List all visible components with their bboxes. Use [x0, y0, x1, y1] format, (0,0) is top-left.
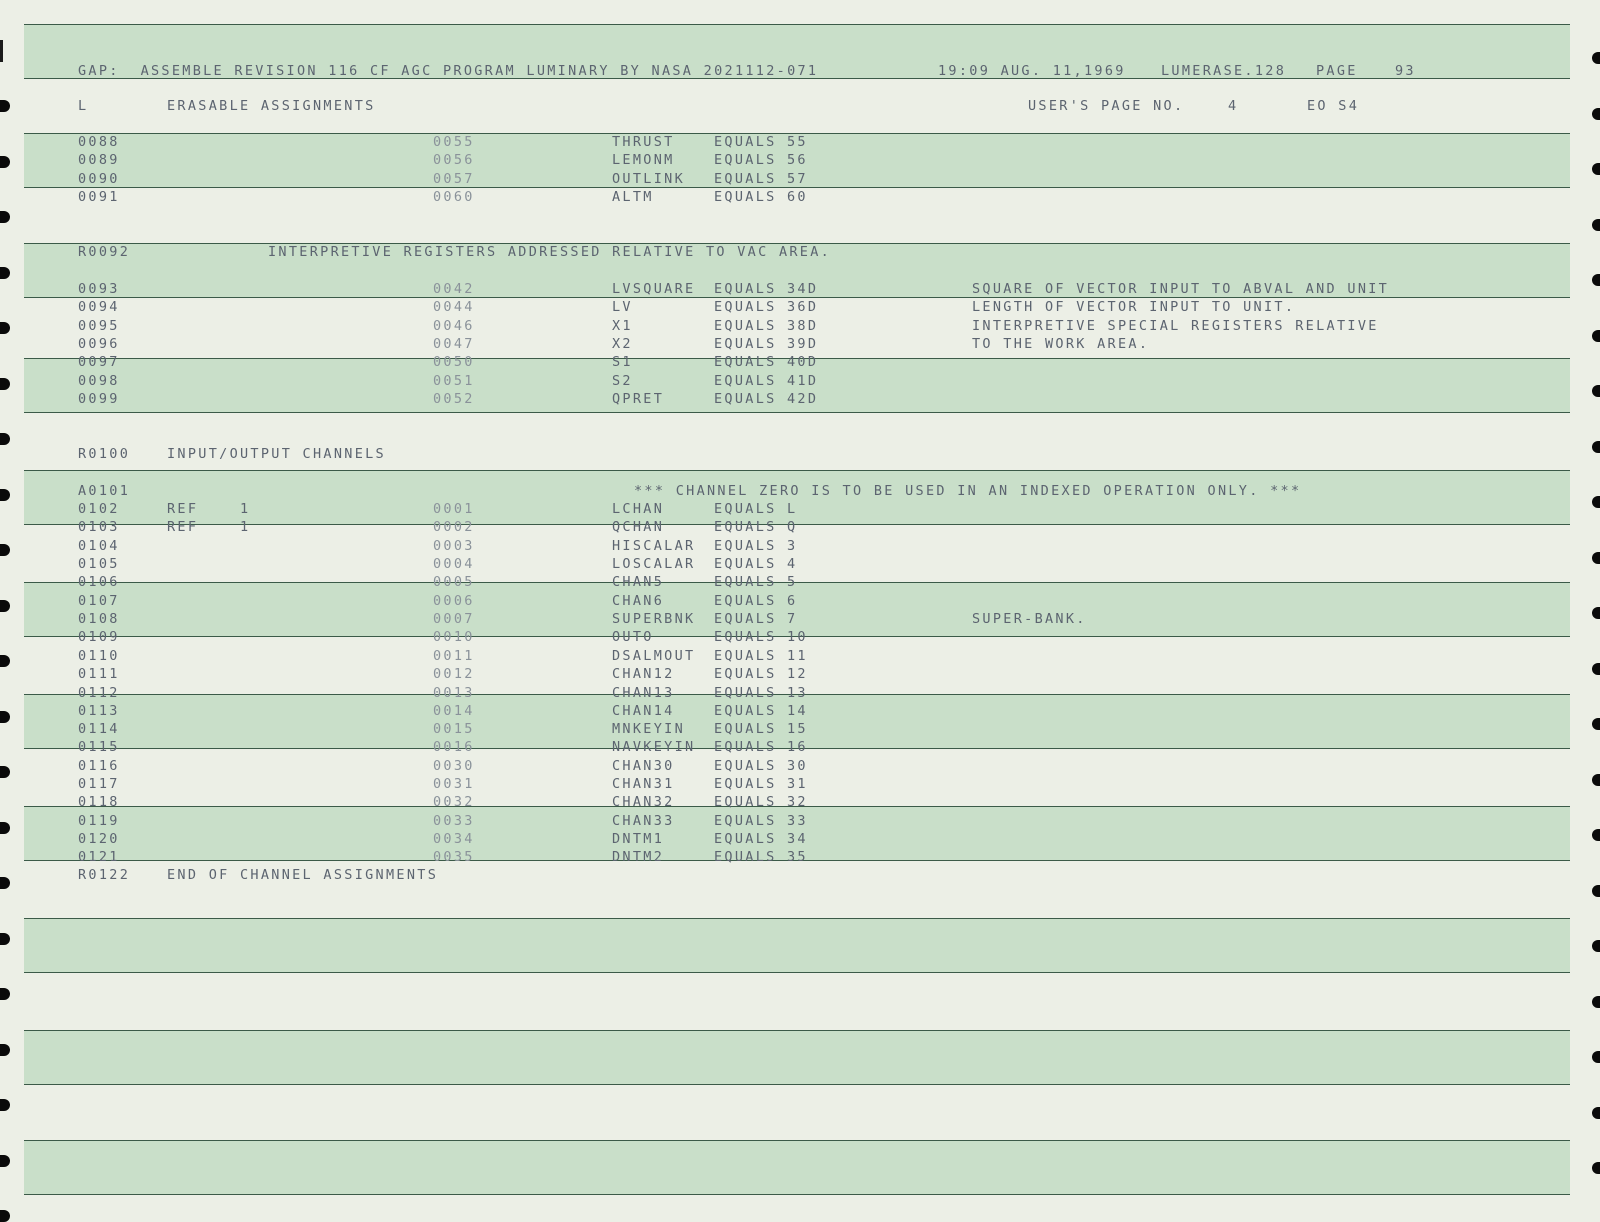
sprocket-hole	[0, 1210, 10, 1222]
line-number: 0102	[78, 501, 120, 517]
operation: EQUALS 39D	[714, 336, 819, 352]
line-number: 0121	[78, 849, 120, 865]
green-bar-band	[24, 1140, 1570, 1195]
symbol-label: CHAN31	[612, 776, 675, 792]
address: 0016	[433, 739, 475, 755]
sprocket-hole	[1592, 274, 1600, 286]
listing-line	[0, 555, 1600, 573]
green-bar-band	[24, 918, 1570, 973]
line-number: 0117	[78, 776, 120, 792]
operation: EQUALS 11	[714, 648, 808, 664]
operation: EQUALS 32	[714, 794, 808, 810]
listing-line	[0, 243, 1600, 261]
symbol-label: QCHAN	[612, 519, 665, 535]
sprocket-hole	[0, 877, 10, 889]
sprocket-hole	[1592, 330, 1600, 342]
operation: EQUALS 56	[714, 152, 808, 168]
listing-header	[0, 62, 1600, 80]
symbol-label: HISCALAR	[612, 538, 696, 554]
listing-line	[0, 317, 1600, 335]
sprocket-hole	[1592, 52, 1600, 64]
address: 0010	[433, 629, 475, 645]
users-page-label: USER'S PAGE NO.	[1028, 98, 1185, 114]
comment: INTERPRETIVE SPECIAL REGISTERS RELATIVE	[972, 318, 1379, 334]
symbol-label: OUTO	[612, 629, 654, 645]
symbol-label: CHAN30	[612, 758, 675, 774]
sprocket-hole	[1592, 996, 1600, 1008]
address: 0047	[433, 336, 475, 352]
sprocket-hole	[1592, 718, 1600, 730]
operation: EQUALS 34	[714, 831, 808, 847]
listing-line	[0, 170, 1600, 188]
symbol-label: LOSCALAR	[612, 556, 696, 572]
listing-line	[0, 372, 1600, 390]
listing-line	[0, 592, 1600, 610]
operation: EQUALS 7	[714, 611, 798, 627]
address: 0001	[433, 501, 475, 517]
line-number: 0105	[78, 556, 120, 572]
line-number: 0104	[78, 538, 120, 554]
address: 0004	[433, 556, 475, 572]
address: 0056	[433, 152, 475, 168]
address: 0002	[433, 519, 475, 535]
listing-line	[0, 537, 1600, 555]
remark-text: INTERPRETIVE REGISTERS ADDRESSED RELATIVE TO VAC AREA.	[268, 244, 832, 260]
sprocket-hole	[1592, 774, 1600, 786]
line-number: 0118	[78, 794, 120, 810]
address: 0055	[433, 134, 475, 150]
listing-line	[0, 738, 1600, 756]
line-number: 0094	[78, 299, 120, 315]
operation: EQUALS 36D	[714, 299, 819, 315]
remark-text: END OF CHANNEL ASSIGNMENTS	[167, 867, 439, 883]
address: 0032	[433, 794, 475, 810]
listing-line	[0, 848, 1600, 866]
symbol-label: MNKEYIN	[612, 721, 685, 737]
sprocket-hole	[1592, 829, 1600, 841]
listing-line	[0, 445, 1600, 463]
remark-text: INPUT/OUTPUT CHANNELS	[167, 446, 386, 462]
line-number: 0119	[78, 813, 120, 829]
line-number: 0095	[78, 318, 120, 334]
address: 0006	[433, 593, 475, 609]
operation: EQUALS 34D	[714, 281, 819, 297]
listing-line	[0, 720, 1600, 738]
sprocket-hole	[0, 1155, 10, 1167]
symbol-label: DNTM1	[612, 831, 665, 847]
line-number: 0107	[78, 593, 120, 609]
address: 0031	[433, 776, 475, 792]
line-number: 0098	[78, 373, 120, 389]
listing-line	[0, 573, 1600, 591]
line-number: 0089	[78, 152, 120, 168]
line-number: 0116	[78, 758, 120, 774]
sprocket-hole	[0, 433, 10, 445]
address: 0007	[433, 611, 475, 627]
sprocket-hole	[1592, 663, 1600, 675]
symbol-label: NAVKEYIN	[612, 739, 696, 755]
listing-line	[0, 390, 1600, 408]
sprocket-hole	[1592, 163, 1600, 175]
sprocket-hole	[1592, 385, 1600, 397]
line-number: 0097	[78, 354, 120, 370]
operation: EQUALS 14	[714, 703, 808, 719]
symbol-label: OUTLINK	[612, 171, 685, 187]
listing-line	[0, 280, 1600, 298]
symbol-label: LV	[612, 299, 633, 315]
symbol-label: THRUST	[612, 134, 675, 150]
line-number: 0093	[78, 281, 120, 297]
address: 0035	[433, 849, 475, 865]
sprocket-hole	[1592, 496, 1600, 508]
symbol-label: ALTM	[612, 189, 654, 205]
operation: EQUALS 57	[714, 171, 808, 187]
line-number: 0109	[78, 629, 120, 645]
listing-line	[0, 151, 1600, 169]
operation: EQUALS 38D	[714, 318, 819, 334]
sprocket-hole	[1592, 1107, 1600, 1119]
address: 0052	[433, 391, 475, 407]
listing-line	[0, 812, 1600, 830]
operation: EQUALS 42D	[714, 391, 819, 407]
listing-line	[0, 133, 1600, 151]
operation: EQUALS 33	[714, 813, 808, 829]
address: 0046	[433, 318, 475, 334]
symbol-label: X2	[612, 336, 633, 352]
symbol-label: CHAN6	[612, 593, 665, 609]
address: 0011	[433, 648, 475, 664]
symbol-label: CHAN33	[612, 813, 675, 829]
program-title: GAP: ASSEMBLE REVISION 116 CF AGC PROGRAM LUMINARY BY NASA 2021112-071	[78, 63, 819, 79]
operation: EQUALS 40D	[714, 354, 819, 370]
operation: EQUALS 55	[714, 134, 808, 150]
listing-line	[0, 702, 1600, 720]
page-label: PAGE	[1316, 63, 1358, 79]
address: 0051	[433, 373, 475, 389]
symbol-label: CHAN13	[612, 685, 675, 701]
sprocket-hole	[0, 1099, 10, 1111]
address: 0050	[433, 354, 475, 370]
line-number: 0103	[78, 519, 120, 535]
line-number: 0106	[78, 574, 120, 590]
comment: SQUARE OF VECTOR INPUT TO ABVAL AND UNIT	[972, 281, 1390, 297]
symbol-label: CHAN5	[612, 574, 665, 590]
symbol-label: LVSQUARE	[612, 281, 696, 297]
line-number: 0114	[78, 721, 120, 737]
sprocket-hole	[1592, 108, 1600, 120]
operation: EQUALS 13	[714, 685, 808, 701]
line-number: R0100	[78, 446, 131, 462]
listing-line	[0, 188, 1600, 206]
sprocket-hole	[1592, 1051, 1600, 1063]
address: 0030	[433, 758, 475, 774]
address: 0003	[433, 538, 475, 554]
sprocket-hole	[1592, 219, 1600, 231]
line-number: 0091	[78, 189, 120, 205]
symbol-label: CHAN12	[612, 666, 675, 682]
address: 0015	[433, 721, 475, 737]
symbol-label: SUPERBNK	[612, 611, 696, 627]
operation: EQUALS 4	[714, 556, 798, 572]
section-code: EO S4	[1307, 98, 1360, 114]
listing-line	[0, 353, 1600, 371]
address: 0034	[433, 831, 475, 847]
timestamp: 19:09 AUG. 11,1969	[938, 63, 1126, 79]
operation: EQUALS L	[714, 501, 798, 517]
address: 0014	[433, 703, 475, 719]
listing-line	[0, 628, 1600, 646]
green-bar-band	[24, 1030, 1570, 1085]
line-number: 0090	[78, 171, 120, 187]
sprocket-hole	[1592, 607, 1600, 619]
line-number: A0101	[78, 483, 131, 499]
page-number: 93	[1395, 63, 1416, 79]
symbol-label: X1	[612, 318, 633, 334]
line-number: 0088	[78, 134, 120, 150]
listing-line	[0, 775, 1600, 793]
operation: EQUALS Q	[714, 519, 798, 535]
sprocket-hole	[1592, 441, 1600, 453]
operation: EQUALS 6	[714, 593, 798, 609]
users-page-number: 4	[1228, 98, 1239, 114]
sprocket-hole	[1592, 552, 1600, 564]
listing-line	[0, 647, 1600, 665]
listing-line	[0, 610, 1600, 628]
ref-count: REF 1	[167, 501, 251, 517]
line-number: 0099	[78, 391, 120, 407]
sprocket-hole	[0, 988, 10, 1000]
line-number: 0111	[78, 666, 120, 682]
comment: LENGTH OF VECTOR INPUT TO UNIT.	[972, 299, 1296, 315]
sprocket-hole	[0, 267, 10, 279]
listing-line	[0, 793, 1600, 811]
address: 0057	[433, 171, 475, 187]
sprocket-hole	[1592, 885, 1600, 897]
listing-line	[0, 518, 1600, 536]
file-name: LUMERASE.128	[1161, 63, 1287, 79]
operation: EQUALS 41D	[714, 373, 819, 389]
listing-line	[0, 335, 1600, 353]
address: 0033	[433, 813, 475, 829]
symbol-label: DNTM2	[612, 849, 665, 865]
line-number: R0122	[78, 867, 131, 883]
section-title: ERASABLE ASSIGNMENTS	[167, 98, 376, 114]
symbol-label: CHAN32	[612, 794, 675, 810]
operation: EQUALS 35	[714, 849, 808, 865]
operation: EQUALS 3	[714, 538, 798, 554]
address: 0012	[433, 666, 475, 682]
symbol-label: DSALMOUT	[612, 648, 696, 664]
address: 0060	[433, 189, 475, 205]
remark-text: *** CHANNEL ZERO IS TO BE USED IN AN INDEXED OPERATION ONLY. ***	[634, 483, 1302, 499]
operation: EQUALS 5	[714, 574, 798, 590]
operation: EQUALS 31	[714, 776, 808, 792]
listing-line	[0, 665, 1600, 683]
operation: EQUALS 30	[714, 758, 808, 774]
operation: EQUALS 15	[714, 721, 808, 737]
symbol-label: QPRET	[612, 391, 665, 407]
listing-line	[0, 757, 1600, 775]
ref-count: REF 1	[167, 519, 251, 535]
address: 0013	[433, 685, 475, 701]
line-number: 0112	[78, 685, 120, 701]
operation: EQUALS 16	[714, 739, 808, 755]
symbol-label: LCHAN	[612, 501, 665, 517]
listing-line	[0, 684, 1600, 702]
listing-line	[0, 830, 1600, 848]
sprocket-hole	[0, 1044, 10, 1056]
operation: EQUALS 60	[714, 189, 808, 205]
comment: TO THE WORK AREA.	[972, 336, 1150, 352]
line-number: 0110	[78, 648, 120, 664]
address: 0005	[433, 574, 475, 590]
address: 0042	[433, 281, 475, 297]
symbol-label: S2	[612, 373, 633, 389]
line-number: 0120	[78, 831, 120, 847]
address: 0044	[433, 299, 475, 315]
line-number: 0108	[78, 611, 120, 627]
listing-line	[0, 482, 1600, 500]
line-number: R0092	[78, 244, 131, 260]
symbol-label: S1	[612, 354, 633, 370]
operation: EQUALS 12	[714, 666, 808, 682]
listing-line	[0, 500, 1600, 518]
line-number: 0113	[78, 703, 120, 719]
sprocket-hole	[1592, 940, 1600, 952]
sprocket-hole	[1592, 1162, 1600, 1174]
line-number: 0115	[78, 739, 120, 755]
section-header	[0, 97, 1600, 115]
listing-line	[0, 298, 1600, 316]
listing-line	[0, 866, 1600, 884]
section-letter: L	[78, 98, 89, 114]
line-number: 0096	[78, 336, 120, 352]
sprocket-hole	[0, 933, 10, 945]
margin-mark	[0, 40, 9, 62]
symbol-label: CHAN14	[612, 703, 675, 719]
symbol-label: LEMONM	[612, 152, 675, 168]
operation: EQUALS 10	[714, 629, 808, 645]
comment: SUPER-BANK.	[972, 611, 1087, 627]
